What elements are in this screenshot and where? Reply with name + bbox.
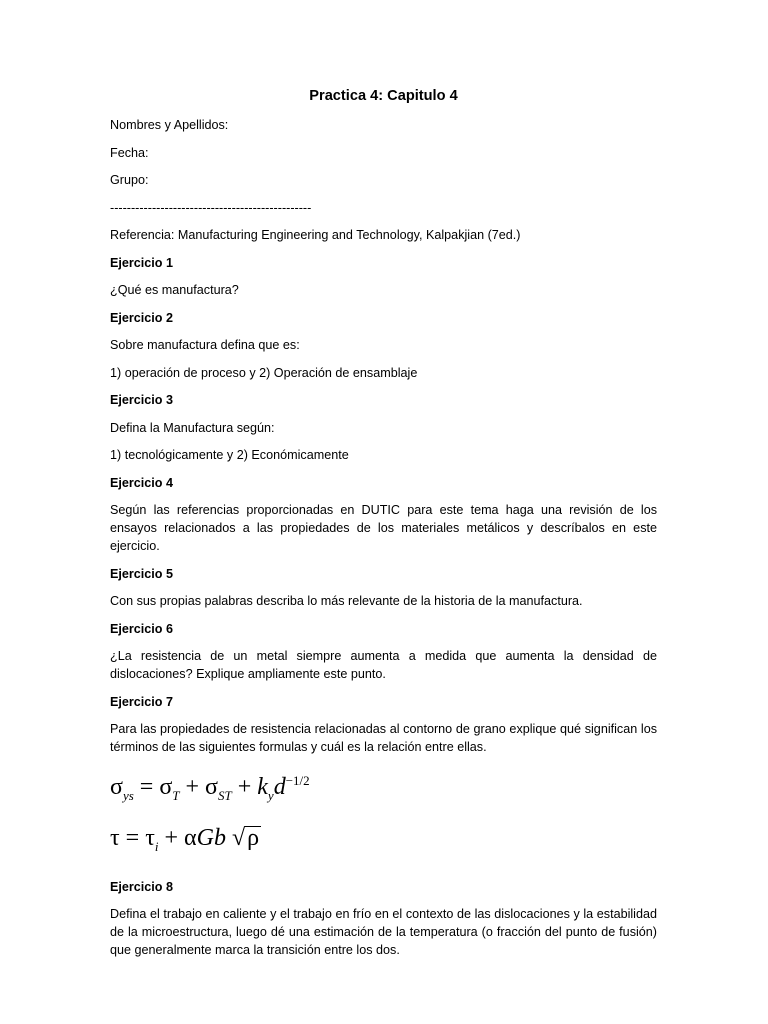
exercise-7-text: Para las propiedades de resistencia relacionadas al contorno de grano explique qué significan los términos de las siguientes formulas y cuál es la relación entre ellas.: [110, 722, 657, 754]
document-page: [110, 86, 657, 969]
field-group: Grupo:: [110, 173, 149, 187]
exercise-8-heading: Ejercicio 8: [110, 879, 174, 894]
exponent: −1/2: [285, 773, 310, 788]
exercise-5-heading: Ejercicio 5: [110, 566, 174, 581]
sigma-symbol: σ: [159, 774, 173, 800]
equals-sign: =: [133, 774, 160, 800]
rho-symbol: ρ: [247, 824, 260, 851]
page-title: Practica 4: Capitulo 4: [309, 88, 458, 104]
exercise-2-text: 1) operación de proceso y 2) Operación de ensamblaje: [110, 365, 418, 380]
exercise-2-heading: Ejercicio 2: [110, 310, 174, 325]
exercise-8-text: Defina el trabajo en caliente y el trabajo en frío en el contexto de las dislocaciones y la estabilidad de la microestructura, luego dé una estimación de la temperatura (o fracción del punto de fusión) que generalmente marca la transición entre los dos.: [110, 907, 657, 958]
subscript-y: y: [267, 787, 274, 803]
plus-sign: +: [179, 774, 206, 800]
divider: ------------------------------------------------: [110, 200, 312, 215]
field-date: Fecha:: [110, 145, 149, 160]
exercise-4-text: Según las referencias proporcionadas en DUTIC para este tema haga una revisión de los ensayos relacionados a las propiedades de los materiales metálicos y descríbalos en este ejercicio.: [110, 503, 657, 553]
plus-sign: +: [231, 774, 258, 800]
plus-sign: +: [158, 824, 185, 851]
exercise-1-heading: Ejercicio 1: [110, 255, 174, 270]
hall-petch-formula: [110, 766, 657, 811]
b-symbol: b: [213, 824, 226, 851]
equals-sign: =: [119, 824, 146, 851]
exercise-7-heading: Ejercicio 7: [110, 694, 174, 709]
alpha-symbol: α: [184, 824, 197, 851]
sigma-symbol: σ: [110, 774, 123, 800]
tau-symbol: τ: [110, 824, 120, 851]
g-symbol: G: [196, 824, 214, 851]
taylor-formula: [110, 823, 657, 862]
exercise-6-heading: Ejercicio 6: [110, 621, 174, 636]
subscript-i: i: [154, 838, 159, 854]
field-names: Nombres y Apellidos:: [110, 118, 229, 132]
k-symbol: k: [257, 774, 268, 800]
reference: Referencia: Manufacturing Engineering and Technology, Kalpakjian (7ed.): [110, 228, 521, 242]
sigma-symbol: σ: [205, 774, 218, 800]
square-root-icon: √: [231, 824, 246, 851]
exercise-4-heading: Ejercicio 4: [110, 475, 174, 490]
exercise-2-text: Sobre manufactura defina que es:: [110, 338, 300, 352]
exercise-6-text: ¿La resistencia de un metal siempre aumenta a medida que aumenta la densidad de dislocaciones? Explique ampliamente este punto.: [110, 649, 657, 681]
subscript-ys: ys: [122, 787, 134, 803]
exercise-3-text: 1) tecnológicamente y 2) Económicamente: [110, 448, 349, 462]
exercise-3-heading: Ejercicio 3: [110, 393, 174, 407]
d-symbol: d: [273, 774, 286, 800]
tau-symbol: τ: [145, 824, 155, 851]
exercise-1-text: ¿Qué es manufactura?: [110, 283, 239, 297]
subscript-t: T: [172, 787, 180, 803]
subscript-st: ST: [217, 787, 232, 803]
exercise-3-text: Defina la Manufactura según:: [110, 420, 275, 435]
exercise-5-text: Con sus propias palabras describa lo más relevante de la historia de la manufactura.: [110, 594, 583, 608]
